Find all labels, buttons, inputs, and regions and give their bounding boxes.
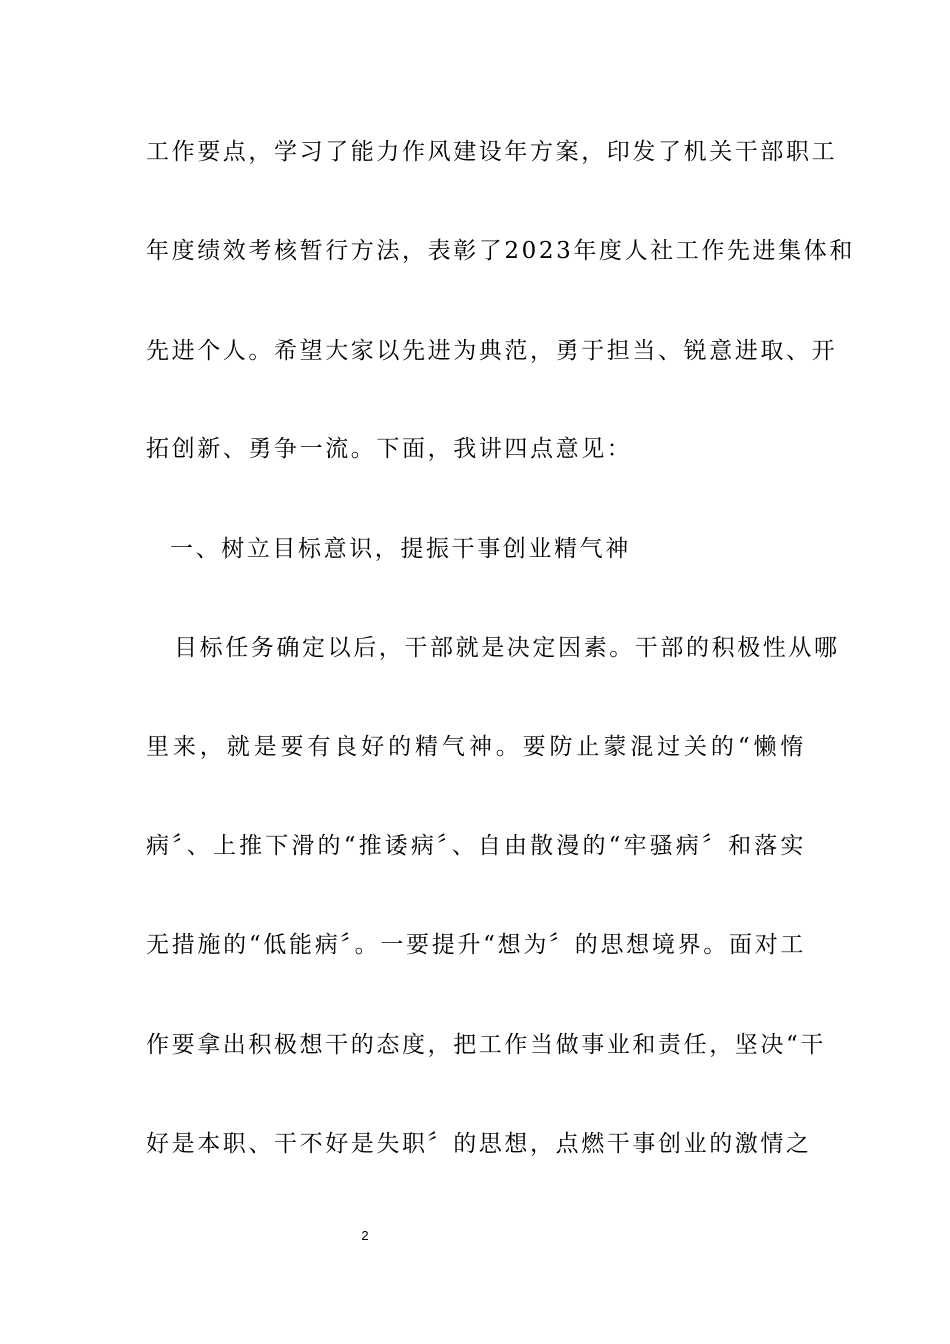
text-line-11: 好是本职、干不好是失职〞的思想，点燃干事创业的激情之 [146,1131,812,1157]
text-line-2: 年度绩效考核暂行方法，表彰了2023年度人社工作先进集体和 [146,238,855,264]
text-line-10: 作要拿出积极想干的态度，把工作当做事业和责任，坚决“干 [146,1032,826,1058]
section-heading: 一、树立目标意识，提振干事创业精气神 [170,536,631,562]
paragraph-first-line: 目标任务确定以后，干部就是决定因素。干部的积极性从哪 [174,635,840,661]
text-line-1: 工作要点，学习了能力作风建设年方案，印发了机关干部职工 [146,139,838,165]
text-line-9: 无措施的“低能病〞。一要提升“想为〞的思想境界。面对工 [146,932,806,958]
text-line-4: 拓创新、勇争一流。下面，我讲四点意见： [146,436,633,462]
text-line-3: 先进个人。希望大家以先进为典范，勇于担当、锐意进取、开 [146,338,838,364]
text-line-8: 病〞、上推下滑的“推诿病〞、自由散漫的“牢骚病〞和落实 [146,833,806,859]
page-number: 2 [361,1228,369,1243]
text-line-7: 里来，就是要有良好的精气神。要防止蒙混过关的“懒惰 [146,734,806,760]
